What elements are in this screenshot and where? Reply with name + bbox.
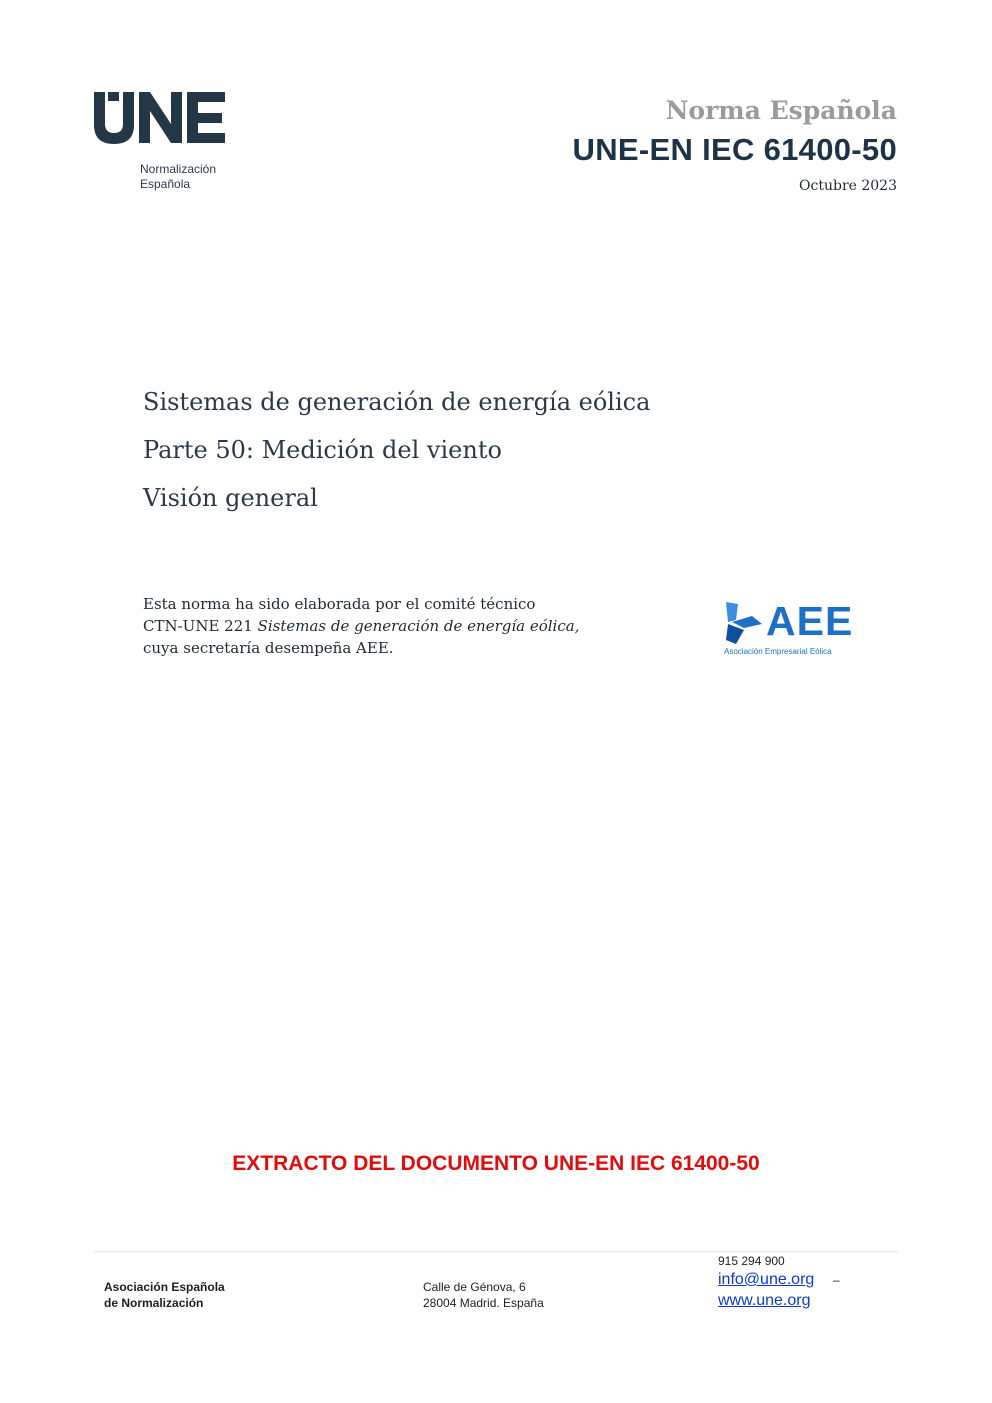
footer-separator: – — [833, 1273, 840, 1287]
footer-phone: 915 294 900 — [718, 1254, 785, 1268]
une-logo-subtitle — [140, 162, 216, 192]
committee-line3: cuya secretaría desempeña AEE. — [143, 639, 394, 657]
committee-code: CTN-UNE 221 — [143, 617, 258, 635]
une-logo — [92, 90, 242, 200]
committee-line1: Esta norma ha sido elaborada por el comité técnico — [143, 595, 536, 613]
footer-org-line1: Asociación Española — [104, 1280, 225, 1294]
publication-date: Octubre 2023 — [799, 178, 897, 194]
footer-address — [423, 1279, 544, 1311]
aee-wordmark: AEE — [766, 598, 854, 644]
footer-email-link[interactable]: info@une.org — [718, 1271, 815, 1288]
footer-address-line2: 28004 Madrid. España — [423, 1296, 544, 1310]
footer-org-line2: de Normalización — [104, 1296, 204, 1310]
document-title-line2: Parte 50: Medición del viento — [143, 436, 502, 464]
extract-banner: EXTRACTO DEL DOCUMENTO UNE-EN IEC 61400-50 — [232, 1152, 760, 1175]
aee-subtitle: Asociación Empresarial Eólica — [724, 647, 832, 656]
committee-statement — [143, 593, 643, 659]
footer-address-line1: Calle de Génova, 6 — [423, 1280, 526, 1294]
footer-organization — [104, 1279, 225, 1311]
une-subtitle-line1: Normalización — [140, 162, 217, 176]
standard-label: Norma Española — [665, 96, 897, 125]
committee-line2 — [143, 615, 643, 637]
footer-website-link[interactable]: www.une.org — [718, 1292, 811, 1309]
committee-name: Sistemas de generación de energía eólica, — [257, 617, 580, 635]
une-wordmark-icon — [92, 90, 232, 146]
document-title-line1: Sistemas de generación de energía eólica — [143, 388, 651, 416]
document-title-line3: Visión general — [143, 484, 318, 512]
aee-logo — [722, 598, 862, 660]
standard-code: UNE-EN IEC 61400-50 — [572, 132, 897, 167]
une-subtitle-line2: Española — [140, 177, 191, 191]
footer-divider — [93, 1251, 899, 1252]
aee-wind-icon — [722, 600, 766, 646]
